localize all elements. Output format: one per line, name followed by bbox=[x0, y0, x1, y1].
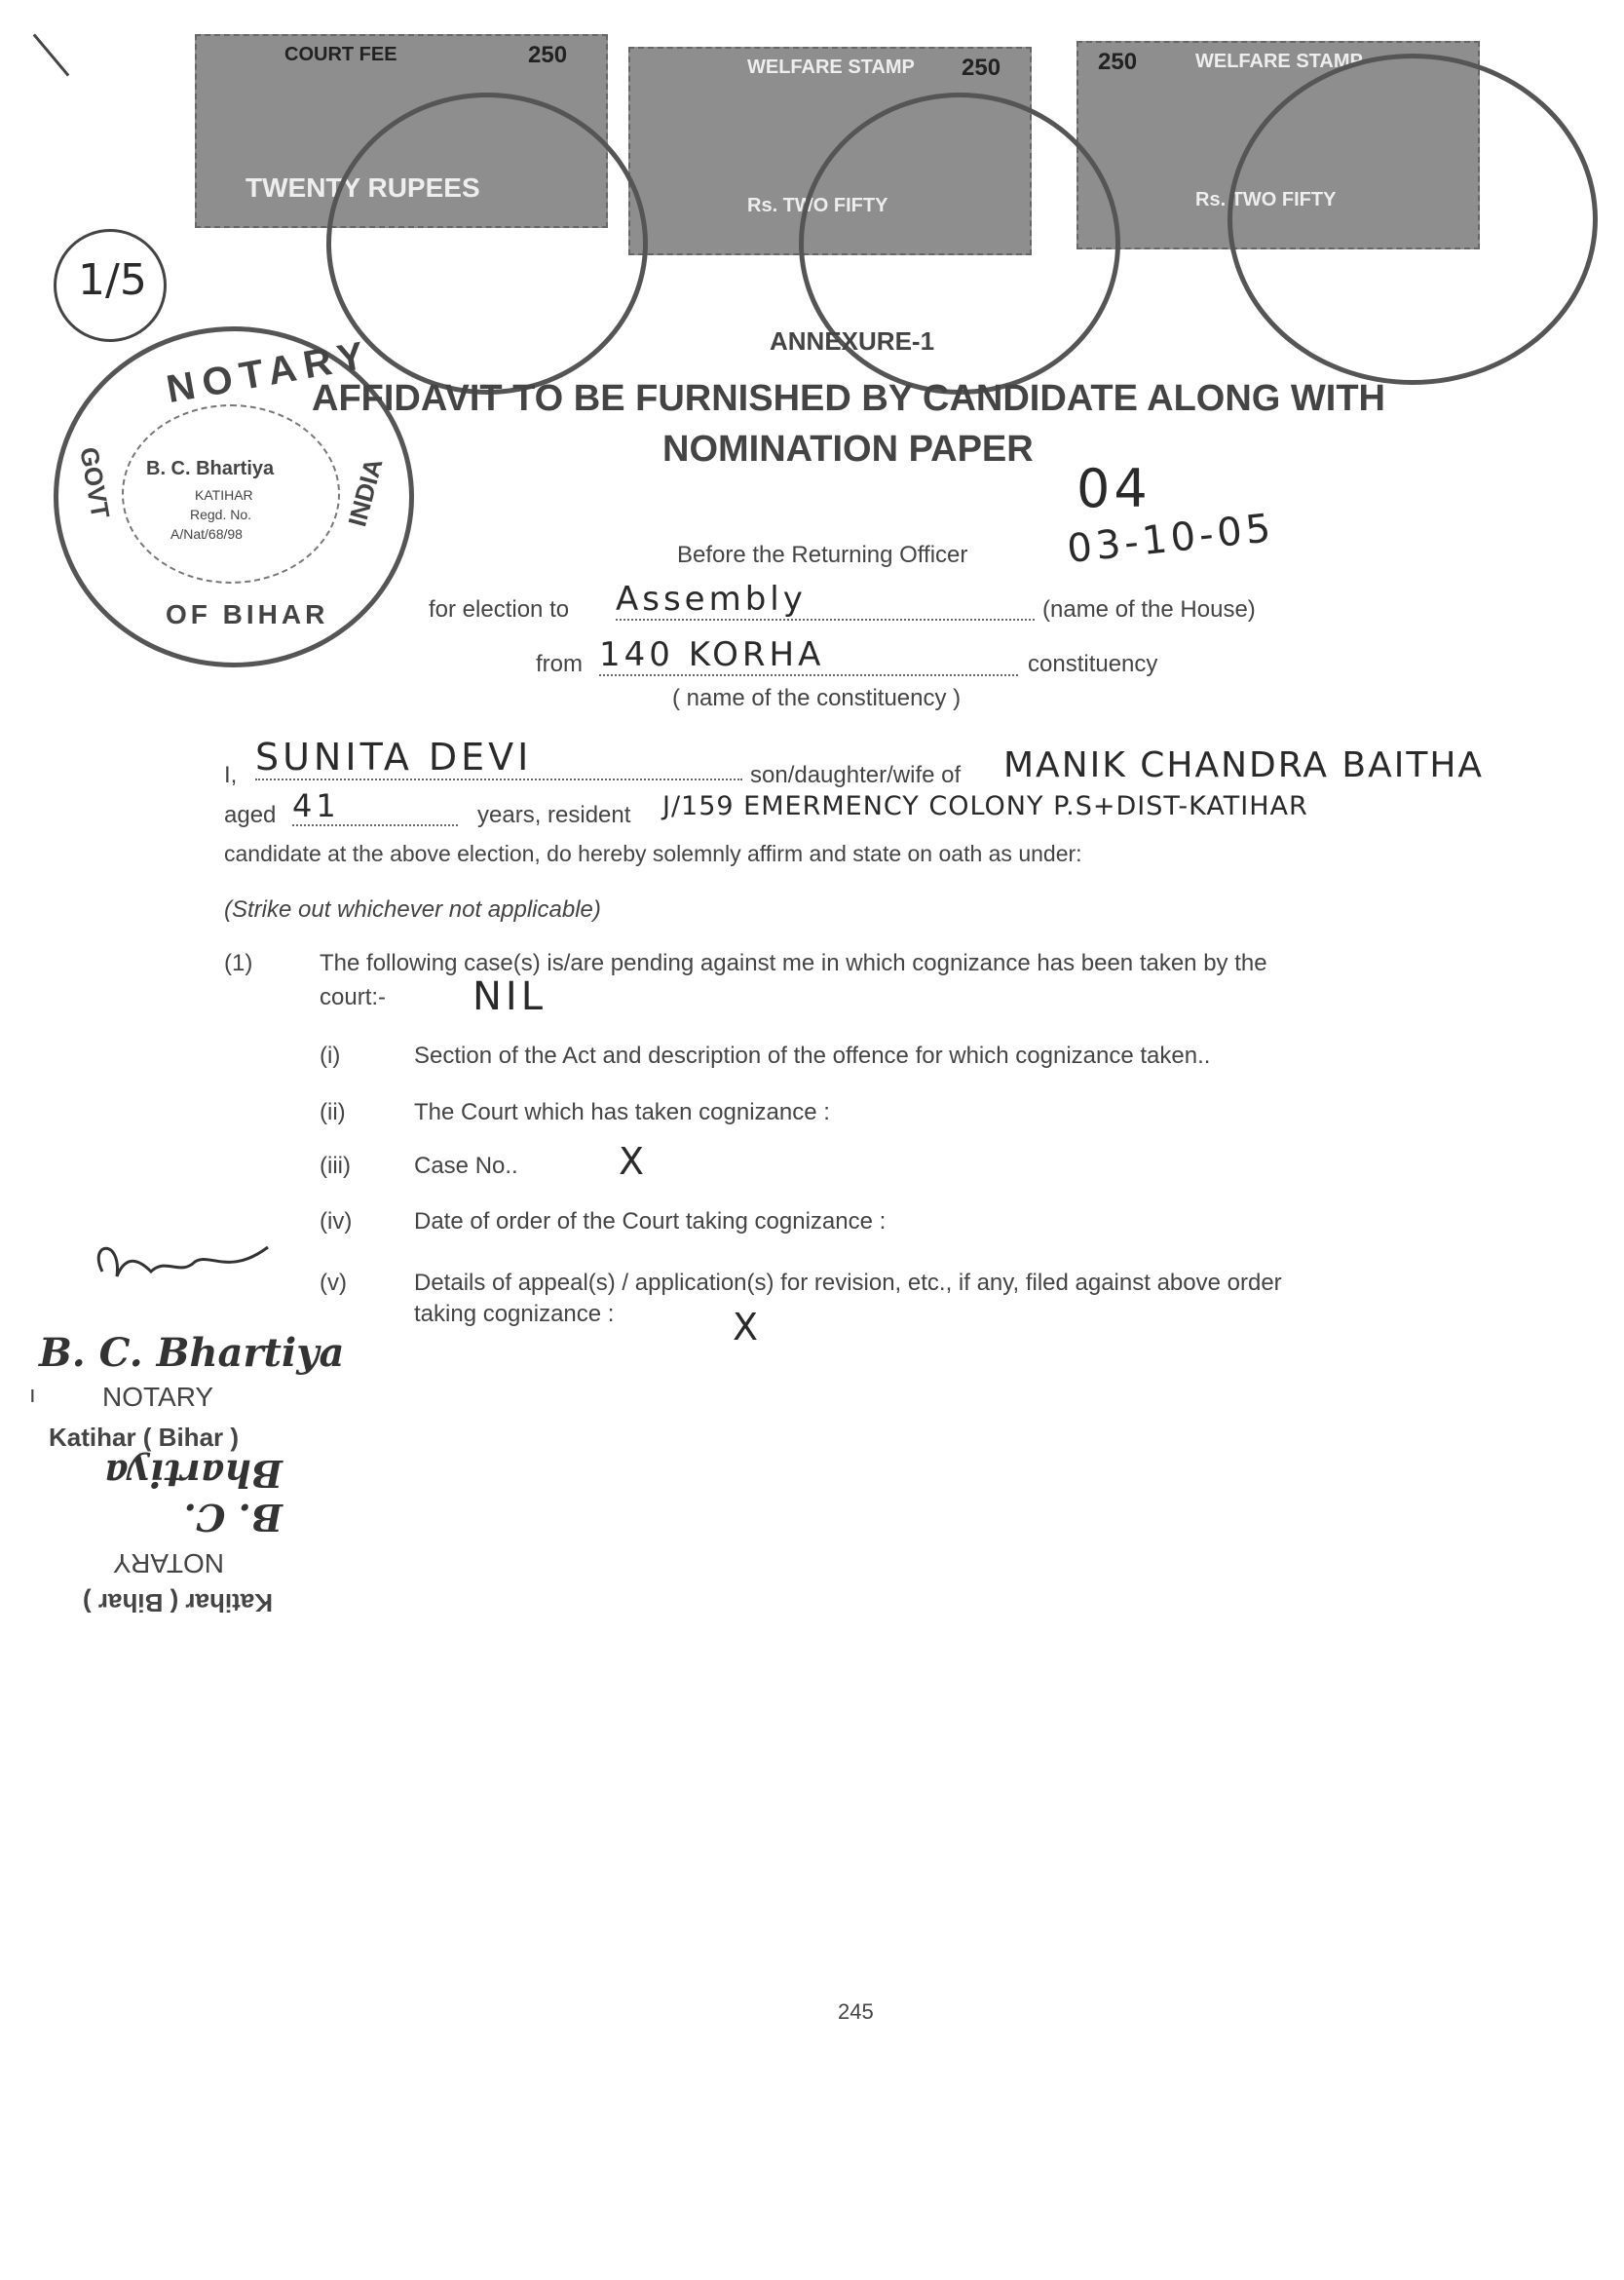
constituency-suffix: constituency bbox=[1028, 651, 1158, 677]
aged-label: aged bbox=[224, 802, 277, 828]
mirrored-place: Katihar ( Bihar ) bbox=[82, 1588, 273, 1617]
notary-signature bbox=[83, 1233, 278, 1301]
constituency-note: ( name of the constituency ) bbox=[672, 685, 962, 711]
house-suffix: (name of the House) bbox=[1042, 596, 1256, 623]
sub-item-text: Section of the Act and description of the offence for which cognizance taken.. bbox=[414, 1043, 1211, 1069]
oath-line: candidate at the above election, do hereby solemnly affirm and state on oath as under: bbox=[224, 841, 1082, 866]
handwritten-date: 03-10-05 bbox=[1065, 505, 1277, 573]
notary-title: NOTARY bbox=[102, 1382, 214, 1412]
item-1-court: court:- bbox=[320, 984, 387, 1010]
before-returning-officer: Before the Returning Officer bbox=[677, 542, 968, 568]
for-election-label: for election to bbox=[429, 596, 570, 623]
bullet-mark: ı bbox=[29, 1382, 36, 1408]
house-value: Assembly bbox=[616, 580, 1035, 621]
notary-name: B. C. Bhartiya bbox=[39, 1330, 345, 1376]
sub-item-text: Date of order of the Court taking cognizance : bbox=[414, 1208, 887, 1235]
document-title-line1: AFFIDAVIT TO BE FURNISHED BY CANDIDATE ALONG WITH bbox=[312, 378, 1385, 419]
seal-number: A/Nat/68/98 bbox=[170, 526, 243, 542]
address-value: J/159 EMERMENCY COLONY P.S+DIST-KATIHAR bbox=[662, 791, 1308, 821]
item-1-number: (1) bbox=[224, 950, 253, 976]
mirrored-title: NOTARY bbox=[112, 1548, 224, 1578]
mirrored-name: B. C. Bhartiya bbox=[103, 1452, 283, 1539]
margin-mark-text: 1/5 bbox=[78, 255, 147, 305]
strike-note: (Strike out whichever not applicable) bbox=[224, 896, 601, 923]
age-value: 41 bbox=[292, 787, 458, 826]
notary-seal-on-stamp-3 bbox=[1227, 54, 1598, 385]
stamp-label: COURT FEE bbox=[284, 44, 397, 65]
stamp-denomination: Rs. TWO FIFTY bbox=[747, 195, 888, 216]
notary-place: Katihar ( Bihar ) bbox=[49, 1423, 240, 1452]
annexure-label: ANNEXURE-1 bbox=[770, 326, 935, 356]
sub-item-text: Details of appeal(s) / application(s) for revision, etc., if any, filed against above order bbox=[414, 1270, 1282, 1296]
relation-value: MANIK CHANDRA BAITHA bbox=[1003, 745, 1485, 785]
handwritten-number: 04 bbox=[1076, 458, 1152, 519]
seal-ring-bottom: OF BIHAR bbox=[166, 599, 329, 629]
deponent-name: SUNITA DEVI bbox=[255, 736, 742, 780]
sub-item-text: The Court which has taken cognizance : bbox=[414, 1099, 830, 1125]
constituency-value: 140 KORHA bbox=[599, 635, 1018, 676]
seal-ring-right: INDIA bbox=[342, 455, 389, 530]
corner-pen-mark bbox=[33, 33, 70, 76]
sub-item-number: (ii) bbox=[320, 1099, 346, 1125]
i-prefix: I, bbox=[224, 762, 238, 788]
from-label: from bbox=[536, 651, 583, 677]
cross-mark: X bbox=[733, 1306, 763, 1349]
page-number: 245 bbox=[838, 1999, 874, 2024]
stamp-label: WELFARE STAMP bbox=[747, 57, 915, 78]
years-resident-label: years, resident bbox=[477, 802, 631, 828]
seal-ring-left: GOVT bbox=[74, 444, 116, 521]
mirrored-notary-impression bbox=[29, 1452, 292, 1617]
sub-item-text-cont: taking cognizance : bbox=[414, 1301, 615, 1327]
seal-place: KATIHAR bbox=[195, 487, 253, 503]
sub-item-number: (iii) bbox=[320, 1153, 351, 1179]
notary-seal-on-stamp-1 bbox=[326, 93, 648, 395]
document-title-line2: NOMINATION PAPER bbox=[662, 429, 1034, 470]
stamp-denomination: TWENTY RUPEES bbox=[245, 172, 480, 203]
sub-item-number: (i) bbox=[320, 1043, 341, 1069]
stamp-denomination: Rs. TWO FIFTY bbox=[1195, 189, 1337, 210]
stamp-value: 250 bbox=[1098, 49, 1138, 75]
item-1-value: NIL bbox=[472, 974, 548, 1019]
stamp-value: 250 bbox=[962, 55, 1001, 81]
seal-regd: Regd. No. bbox=[190, 507, 252, 522]
sub-item-number: (iv) bbox=[320, 1208, 353, 1235]
seal-name: B. C. Bhartiya bbox=[146, 458, 275, 479]
stamp-value: 250 bbox=[528, 42, 568, 68]
stamp-label: WELFARE STAMP bbox=[1195, 51, 1363, 72]
sub-item-text: Case No.. bbox=[414, 1153, 518, 1179]
cross-mark: X bbox=[619, 1140, 649, 1183]
relation-label: son/daughter/wife of bbox=[750, 762, 962, 788]
sub-item-number: (v) bbox=[320, 1270, 347, 1296]
item-1-text: The following case(s) is/are pending against me in which cognizance has been taken by the bbox=[320, 950, 1267, 976]
seal-ring-top: NOTARY bbox=[163, 332, 375, 412]
